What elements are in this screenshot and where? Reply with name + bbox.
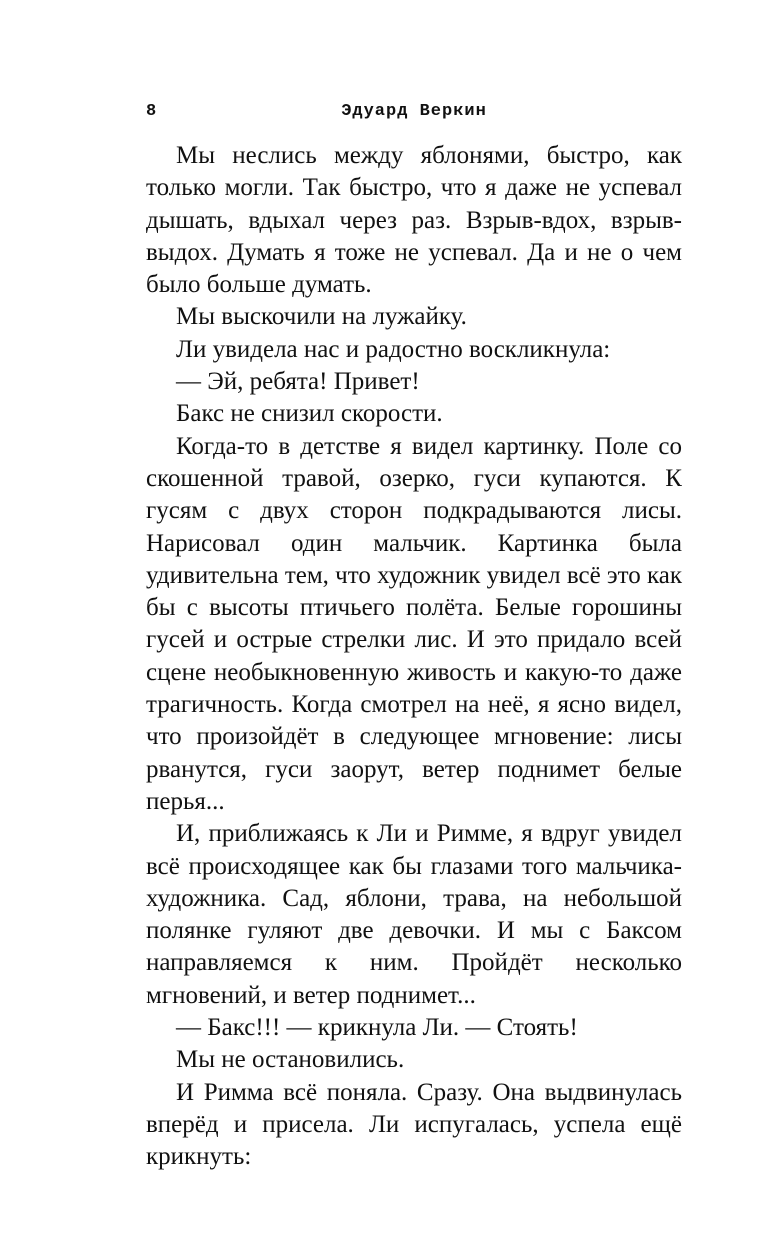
page-number: 8 (146, 102, 158, 121)
author-name: Эдуард Веркин (341, 102, 487, 121)
paragraph: И Римма всё поняла. Сразу. Она выдвинулась вперёд и присела. Ли испугалась, успела ещё крикнуть: (146, 1078, 682, 1171)
paragraph: Бакс не снизил скорости. (176, 400, 443, 428)
running-head (146, 102, 682, 126)
body-text (146, 140, 682, 1174)
dialogue-line: — Эй, ребята! Привет! (176, 368, 420, 396)
paragraph: Мы не остановились. (176, 1046, 405, 1074)
paragraph: Мы выскочили на лужайку. (176, 303, 467, 331)
dialogue-line: — Бакс!!! — крикнула Ли. — Стоять! (176, 1014, 578, 1042)
paragraph: Когда-то в детстве я видел картинку. Поле со скошенной травой, озерко, гуси купаются. К гусям с двух сторон подкрадываются лисы. Нарисовал один мальчик. Картинка была удивительна тем, что художник увидел всё это как бы с высоты птичьего полёта. Белые горошины гусей и острые стрелки лис. И это придало всей сцене необыкновенную живость и какую-то даже трагичность. Когда смотрел на неё, я ясно видел, что произойдёт в следующее мгновение: лисы рванутся, гуси заорут, ветер поднимет белые перья... (146, 432, 682, 815)
paragraph: И, приближаясь к Ли и Римме, я вдруг увидел всё происходящее как бы глазами того мальчика-художника. Сад, яблони, трава, на небольшой полянке гуляют две девочки. И мы с Баксом направляемся к ним. Пройдёт несколько мгновений, и ветер поднимет... (146, 820, 682, 1009)
paragraph: Ли увидела нас и радостно воскликнула: (176, 335, 611, 363)
paragraph: Мы неслись между яблонями, быстро, как только могли. Так быстро, что я даже не успевал дышать, вдыхал через раз. Взрыв-вдох, взрыв-выдох. Думать я тоже не успевал. Да и не о чем было больше думать. (146, 142, 682, 299)
